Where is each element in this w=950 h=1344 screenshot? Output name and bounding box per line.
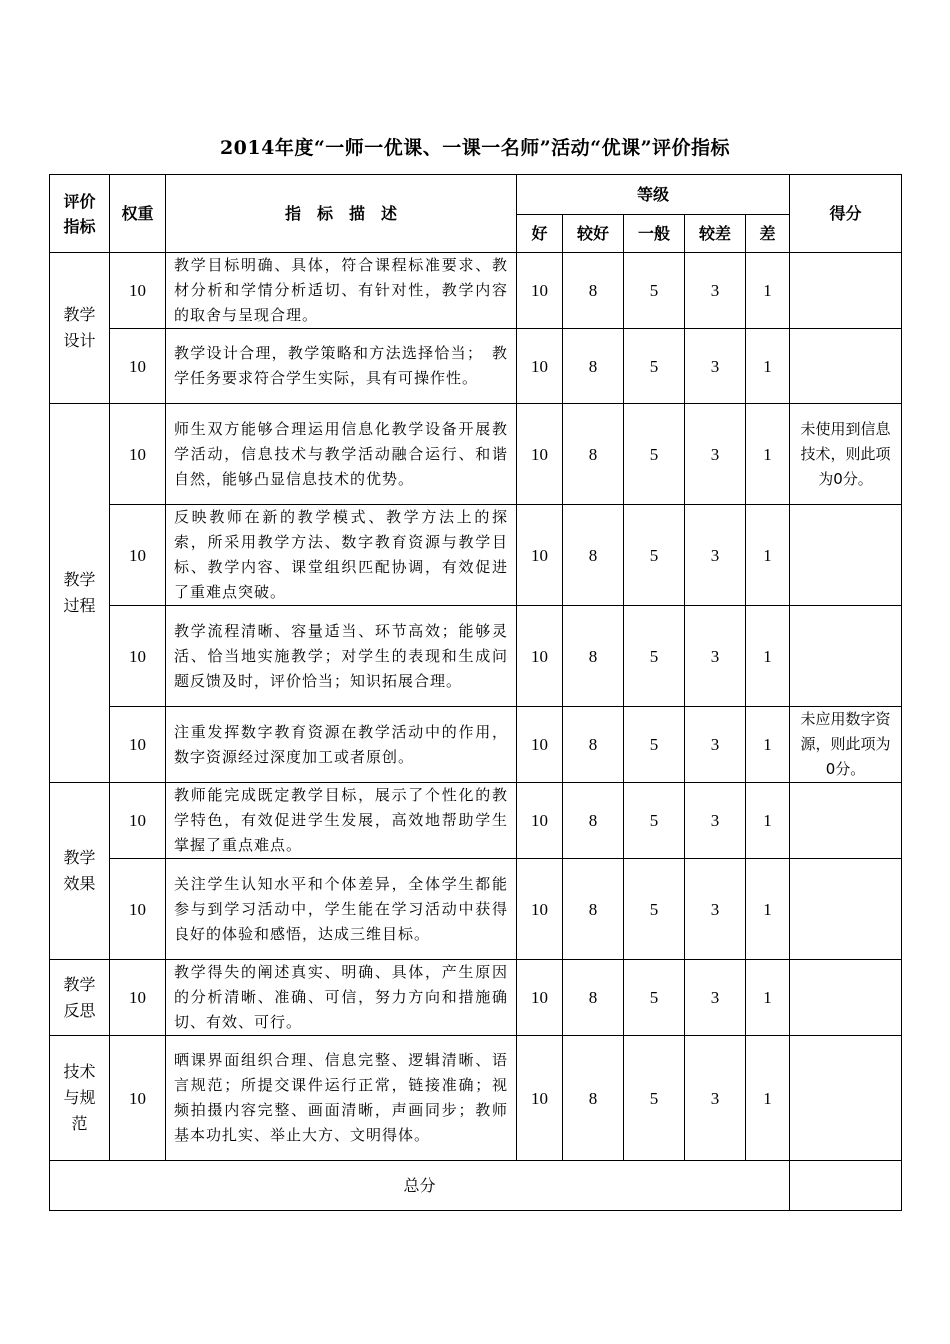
description-cell: 晒课界面组织合理、信息完整、逻辑清晰、语言规范；所提交课件运行正常，链接准确；视频拍摄内容完整、画面清晰，声画同步；教师基本功扎实、举止大方、文明得体。 xyxy=(166,1036,517,1161)
header-weight: 权重 xyxy=(110,175,166,253)
grade-cell: 5 xyxy=(624,404,685,505)
grade-level-fairly-good: 较好 xyxy=(563,215,624,253)
description-cell: 反映教师在新的教学模式、教学方法上的探索，所采用教学方法、数字教育资源与教学目标、教学内容、课堂组织匹配协调，有效促进了重难点突破。 xyxy=(166,505,517,606)
table-row xyxy=(50,253,902,329)
grade-cell: 5 xyxy=(624,1036,685,1161)
category-cell: 教学过程 xyxy=(50,404,110,783)
category-cell: 教学设计 xyxy=(50,253,110,404)
weight-cell: 10 xyxy=(110,404,166,505)
description-cell: 教学得失的阐述真实、明确、具体，产生原因的分析清晰、准确、可信，努力方向和措施确切、有效、可行。 xyxy=(166,960,517,1036)
description-cell: 师生双方能够合理运用信息化教学设备开展教学活动，信息技术与教学活动融合运行、和谐自然，能够凸显信息技术的优势。 xyxy=(166,404,517,505)
page-title: 2014年度“一师一优课、一课一名师”活动“优课”评价指标 xyxy=(219,137,731,159)
grade-cell: 5 xyxy=(624,859,685,960)
score-note: 未使用到信息技术，则此项为0分。 xyxy=(790,404,902,505)
score-cell xyxy=(790,253,902,329)
grade-cell: 8 xyxy=(563,505,624,606)
weight-cell: 10 xyxy=(110,505,166,606)
grade-cell: 10 xyxy=(517,404,563,505)
description-cell: 教学目标明确、具体，符合课程标准要求、教材分析和学情分析适切、有针对性，教学内容的取舍与呈现合理。 xyxy=(166,253,517,329)
grade-cell: 10 xyxy=(517,960,563,1036)
grade-cell: 5 xyxy=(624,606,685,707)
total-score-cell xyxy=(790,1161,902,1211)
grade-cell: 3 xyxy=(685,859,746,960)
score-cell xyxy=(790,505,902,606)
grade-cell: 3 xyxy=(685,404,746,505)
grade-cell: 3 xyxy=(685,783,746,859)
grade-cell: 10 xyxy=(517,783,563,859)
grade-cell: 8 xyxy=(563,960,624,1036)
grade-cell: 8 xyxy=(563,329,624,404)
score-cell xyxy=(790,329,902,404)
grade-cell: 10 xyxy=(517,606,563,707)
header-score: 得分 xyxy=(790,175,902,253)
weight-cell: 10 xyxy=(110,960,166,1036)
grade-cell: 1 xyxy=(746,253,790,329)
score-note: 未应用数字资源，则此项为0分。 xyxy=(790,707,902,783)
grade-cell: 5 xyxy=(624,707,685,783)
grade-cell: 3 xyxy=(685,960,746,1036)
weight-cell: 10 xyxy=(110,783,166,859)
grade-cell: 5 xyxy=(624,329,685,404)
grade-cell: 3 xyxy=(685,1036,746,1161)
grade-cell: 8 xyxy=(563,404,624,505)
grade-cell: 8 xyxy=(563,707,624,783)
total-label: 总分 xyxy=(50,1161,790,1211)
table-row xyxy=(50,329,902,404)
score-cell xyxy=(790,606,902,707)
weight-cell: 10 xyxy=(110,859,166,960)
description-cell: 注重发挥数字教育资源在教学活动中的作用，数字资源经过深度加工或者原创。 xyxy=(166,707,517,783)
grade-cell: 10 xyxy=(517,329,563,404)
grade-cell: 3 xyxy=(685,707,746,783)
grade-cell: 1 xyxy=(746,1036,790,1161)
grade-cell: 10 xyxy=(517,1036,563,1161)
table-row xyxy=(50,960,902,1036)
grade-cell: 8 xyxy=(563,606,624,707)
grade-cell: 5 xyxy=(624,783,685,859)
grade-level-average: 一般 xyxy=(624,215,685,253)
weight-cell: 10 xyxy=(110,707,166,783)
description-cell: 关注学生认知水平和个体差异，全体学生都能参与到学习活动中，学生能在学习活动中获得良好的体验和感悟，达成三维目标。 xyxy=(166,859,517,960)
grade-cell: 3 xyxy=(685,606,746,707)
grade-cell: 5 xyxy=(624,505,685,606)
grade-cell: 5 xyxy=(624,253,685,329)
table-row xyxy=(50,859,902,960)
grade-level-fairly-poor: 较差 xyxy=(685,215,746,253)
grade-level-good: 好 xyxy=(517,215,563,253)
evaluation-table xyxy=(49,174,902,1211)
weight-cell: 10 xyxy=(110,1036,166,1161)
weight-cell: 10 xyxy=(110,329,166,404)
grade-cell: 8 xyxy=(563,859,624,960)
score-cell xyxy=(790,783,902,859)
category-cell: 技术与规范 xyxy=(50,1036,110,1161)
table-row xyxy=(50,404,902,505)
grade-cell: 1 xyxy=(746,859,790,960)
grade-cell: 1 xyxy=(746,960,790,1036)
grade-cell: 1 xyxy=(746,783,790,859)
grade-cell: 3 xyxy=(685,505,746,606)
score-cell xyxy=(790,859,902,960)
table-row xyxy=(50,707,902,783)
category-cell: 教学效果 xyxy=(50,783,110,960)
grade-cell: 10 xyxy=(517,505,563,606)
grade-cell: 10 xyxy=(517,707,563,783)
score-cell xyxy=(790,960,902,1036)
grade-cell: 3 xyxy=(685,329,746,404)
grade-cell: 5 xyxy=(624,960,685,1036)
description-cell: 教学流程清晰、容量适当、环节高效；能够灵活、恰当地实施教学；对学生的表现和生成问题反馈及时，评价恰当；知识拓展合理。 xyxy=(166,606,517,707)
grade-cell: 8 xyxy=(563,253,624,329)
header-grade: 等级 xyxy=(517,175,790,215)
weight-cell: 10 xyxy=(110,253,166,329)
grade-cell: 1 xyxy=(746,505,790,606)
description-cell: 教师能完成既定教学目标，展示了个性化的教学特色，有效促进学生发展，高效地帮助学生掌握了重点难点。 xyxy=(166,783,517,859)
total-row xyxy=(50,1161,902,1211)
grade-cell: 8 xyxy=(563,783,624,859)
table-row xyxy=(50,505,902,606)
table-row xyxy=(50,606,902,707)
grade-cell: 1 xyxy=(746,606,790,707)
category-cell: 教学反思 xyxy=(50,960,110,1036)
grade-cell: 8 xyxy=(563,1036,624,1161)
grade-cell: 1 xyxy=(746,329,790,404)
grade-cell: 10 xyxy=(517,859,563,960)
description-cell: 教学设计合理，教学策略和方法选择恰当； 教学任务要求符合学生实际，具有可操作性。 xyxy=(166,329,517,404)
grade-level-poor: 差 xyxy=(746,215,790,253)
grade-cell: 1 xyxy=(746,404,790,505)
table-row xyxy=(50,783,902,859)
grade-cell: 1 xyxy=(746,707,790,783)
table-row xyxy=(50,1036,902,1161)
grade-cell: 3 xyxy=(685,253,746,329)
weight-cell: 10 xyxy=(110,606,166,707)
header-category: 评价指标 xyxy=(50,175,110,253)
grade-cell: 10 xyxy=(517,253,563,329)
score-cell xyxy=(790,1036,902,1161)
header-description: 指 标 描 述 xyxy=(166,175,517,253)
